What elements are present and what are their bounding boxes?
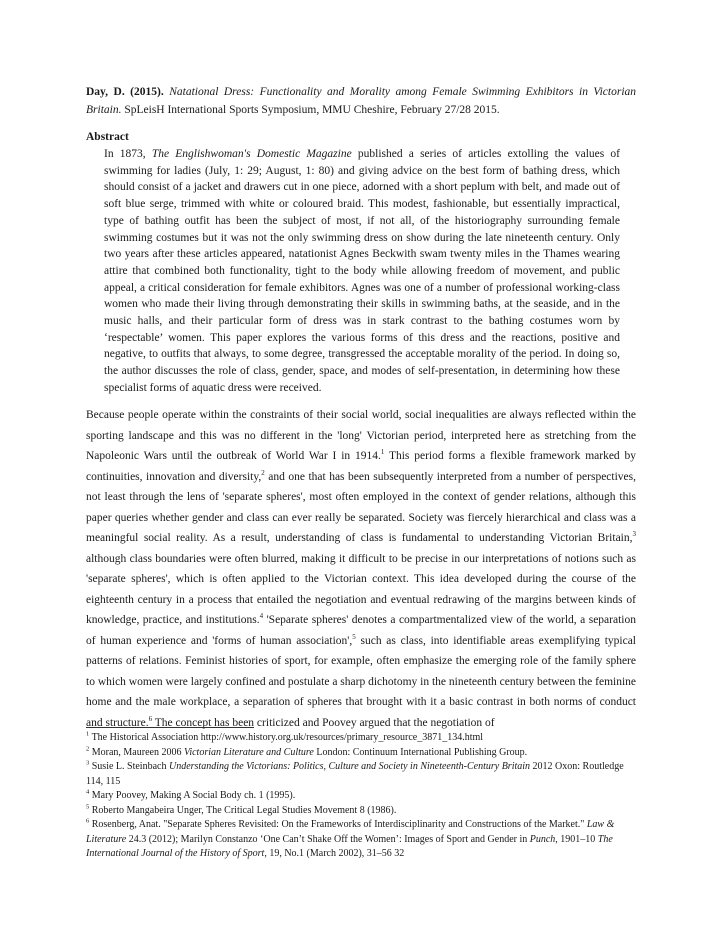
abstract-body — [104, 146, 620, 397]
abstract-text-start: In 1873, — [104, 148, 146, 160]
footnote-ref-2[interactable]: 2 — [261, 468, 265, 477]
footnote-ref-3[interactable]: 3 — [632, 530, 636, 539]
footnote-ref-1[interactable]: 1 — [380, 448, 385, 457]
abstract-text-rest: published a series of articles extolling the values of swimming for ladies (July, 1: 29; August, 1: 80) and giving advice on the best form of bathing dress, which should consist of a jacket and drawers cut in one piece, adorned with a short peplum with belt, and made out of soft blue serge, trimmed with white or coloured braid. This modest, fashionable, but essentially impractical, type of bathing outfit has been the subject of most, if not all, of the historiography surrounding female swimming costumes but it was not the only swimming dress on show during the late nineteenth century. Only two years after these articles appeared, natationist Agnes Beckwith swam twenty miles in the Thames wearing attire that combined both functionality, tight to the body while allowing freedom of movement, and public appeal, a critical consideration for female exhibitors. Agnes was one of a number of professional working-class women who made their living through demonstrating their skills in swimming baths, at the seaside, and in the music halls, and their particular form of dress was in stark contrast to the bathing costumes worn by ‘respectable’ women. This paper explores the various forms of this dress and the reactions, positive and negative, to outfits that always, to some degree, transgressed the acceptable morality of the period. In doing so, the author discusses the role of class, gender, space, and modes of self-presentation, in determining how these specialist forms of aquatic dress were received. — [104, 148, 621, 394]
body-sentence-5: 'Separate spheres' denotes a compartmentalized view of the world, a separation of human experience and 'forms of human association', — [86, 614, 636, 647]
footnote-4 — [86, 789, 636, 804]
footnote-title: The International Journal of the History of Sport — [86, 833, 613, 859]
footnote-text: The Historical Association http://www.history.org.uk/resources/primary_resource_3871_134.html — [89, 732, 484, 743]
footnotes — [86, 731, 636, 862]
citation-venue: SpLeisH International Sports Symposium, MMU Cheshire, February 27/28 2015. — [124, 103, 500, 116]
body-sentence-6: such as class, into identifiable areas exemplifying typical patterns of relations. Feminist histories of sport, for example, often emphasize the emerging role of the family sphere to which women were largely confined and postulate a sharp dichotomy in the nineteenth century between the feminine home and the male workplace, a separation of spheres that brought with it a basic contrast in both norms of conduct and structure. — [86, 634, 637, 729]
footnote-3 — [86, 760, 636, 789]
body-paragraph — [86, 405, 636, 733]
footnote-6 — [86, 818, 636, 862]
footnote-title: Understanding the Victorians: Politics, Culture and Society in Nineteenth-Century Britain — [168, 761, 531, 772]
magazine-title: The Englishwoman's Domestic Magazine — [151, 148, 352, 160]
footnote-text: Susie L. Steinbach — [89, 761, 169, 772]
footnote-number: 5 — [86, 803, 90, 811]
footnote-1 — [86, 731, 636, 746]
body-sentence-7: The concept has been criticized and Poovey argued that the negotiation of — [152, 716, 495, 729]
citation-title: Natational Dress: Functionality and Morality among Female Swimming Exhibitors in Victorian Britain. — [86, 86, 637, 116]
footnote-text: 2012 Oxon: Routledge 114, 115 — [86, 761, 624, 787]
body-sentence-4: although class boundaries were often blurred, making it difficult to be precise in our interpretations of notions such as 'separate spheres', which is often applied to the Victorian context. This idea developed during the course of the eighteenth century in a process that entailed the negotiation and eventual redrawing of the margins between kinds of knowledge, practice, and institutions. — [86, 552, 636, 626]
footnote-text: Moran, Maureen 2006 — [89, 746, 184, 758]
footnote-text: Mary Poovey, Making A Social Body ch. 1 (1995). — [89, 790, 296, 801]
body-sentence-2: This period forms a flexible framework marked by continuities, innovation and diversity, — [86, 450, 636, 483]
footnote-text: Rosenberg, Anat. "Separate Spheres Revisited: On the Frameworks of Interdisciplinarity and Constructions of the Market." — [89, 819, 587, 830]
citation — [86, 84, 636, 119]
footnote-5 — [86, 804, 636, 819]
citation-authors: Day, D. (2015). — [86, 86, 164, 98]
footnote-ref-5[interactable]: 5 — [352, 632, 356, 641]
footnote-title: Punch — [529, 833, 556, 845]
footnote-2 — [86, 746, 636, 761]
body-sentence-1: Because people operate within the constraints of their social world, social inequalities are always reflected within the sporting landscape and this was no different in the 'long' Victorian period, interpreted here as stretching from the Napoleonic Wars until the outbreak of World War I in 1914. — [86, 409, 636, 462]
footnote-text: 24.3 (2012); Marilyn Constanzo ‘One Can’t Shake Off the Women’: Images of Sport and Gender in — [126, 833, 530, 845]
body-sentence-3: and one that has been subsequently interpreted from a number of perspectives, not least through the lens of 'separate spheres', most often employed in the context of gender relations, although this paper queries whether gender and class can ever really be separated. Society was fiercely hierarchical and class was a meaningful social reality. As a result, understanding of class is fundamental to understanding Victorian Britain, — [86, 470, 636, 544]
footnote-divider — [86, 727, 254, 728]
footnote-number: 4 — [86, 788, 90, 796]
footnote-text: London: Continuum International Publishing Group. — [313, 746, 528, 758]
abstract-heading: Abstract — [86, 131, 129, 143]
footnote-text: Roberto Mangabeira Unger, The Critical Legal Studies Movement 8 (1986). — [89, 804, 397, 816]
footnote-title: Law & Literature — [86, 819, 615, 845]
footnote-number: 2 — [86, 745, 90, 753]
footnote-ref-4[interactable]: 4 — [259, 612, 264, 621]
footnote-number: 6 — [86, 817, 90, 825]
footnote-title: Victorian Literature and Culture — [183, 746, 314, 758]
footnote-text: , 1901–10 — [555, 833, 598, 845]
footnote-text: , 19, No.1 (March 2002), 31–56 32 — [264, 848, 405, 859]
footnote-number: 1 — [86, 730, 90, 738]
footnote-ref-6[interactable]: 6 — [148, 714, 153, 723]
footnote-number: 3 — [86, 759, 90, 767]
